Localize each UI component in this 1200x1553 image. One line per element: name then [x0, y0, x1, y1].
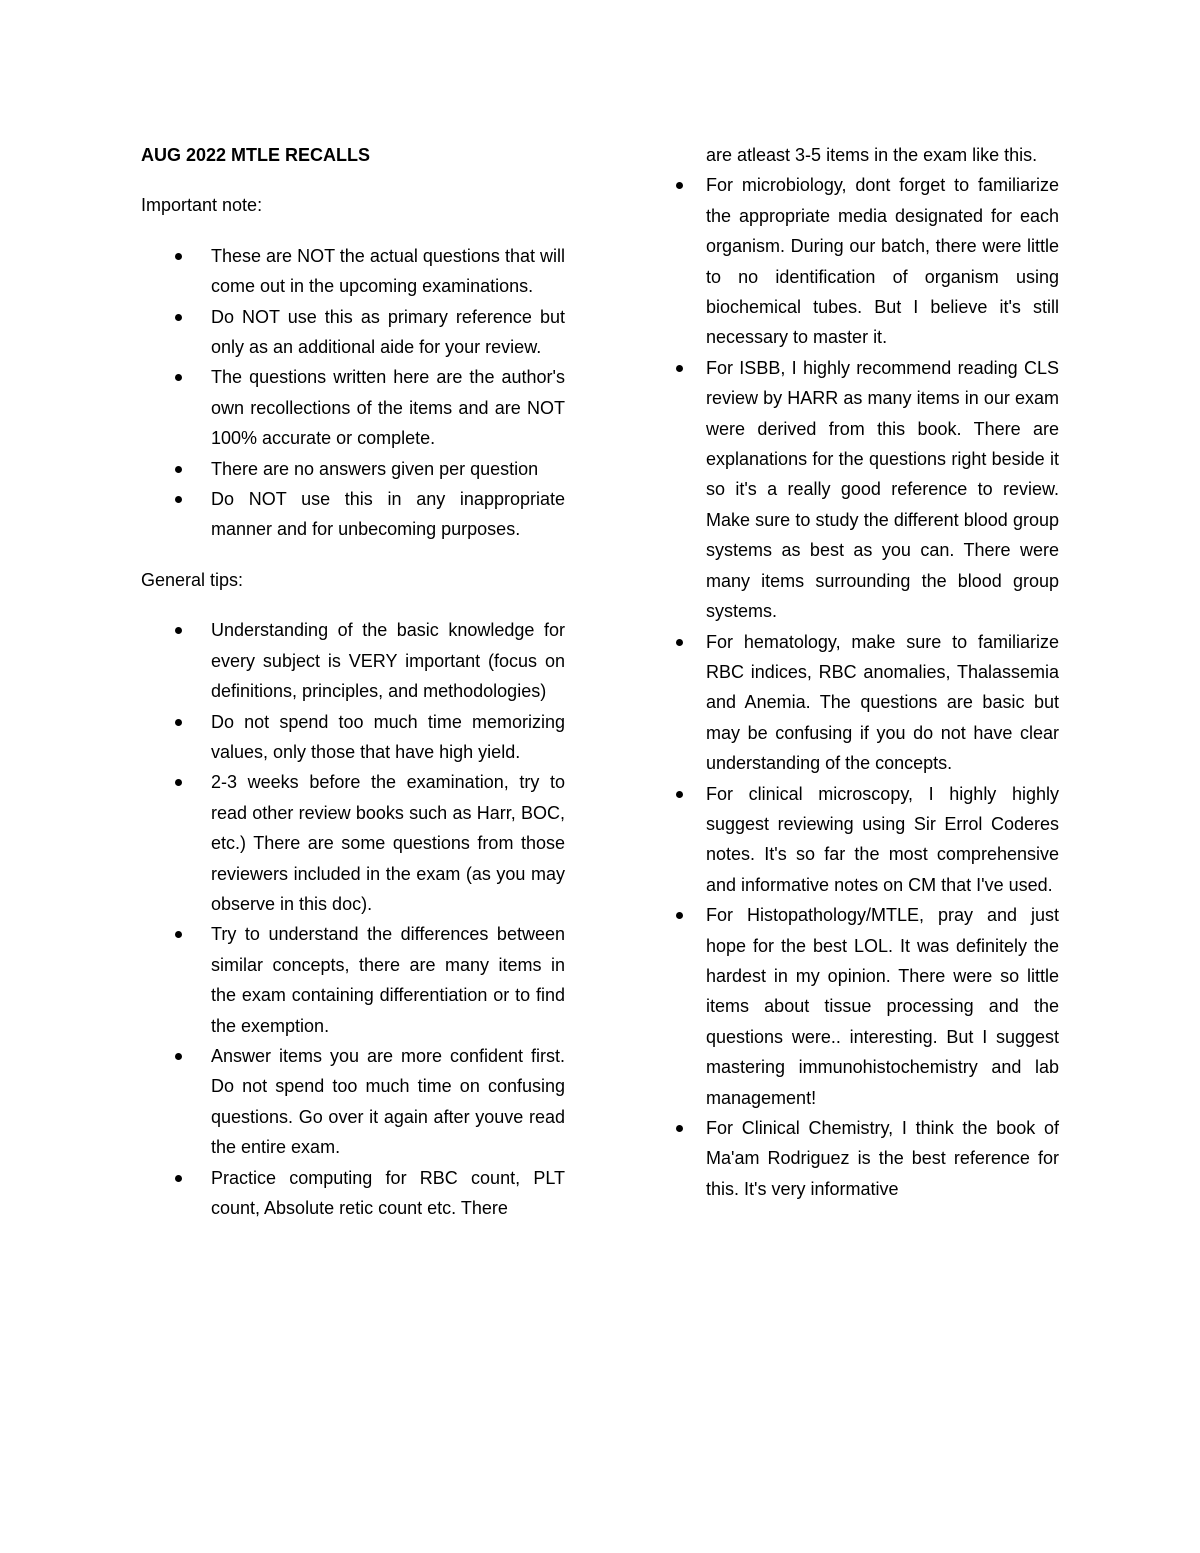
list-item — [141, 484, 565, 545]
list-item-text: Answer items you are more confident first. Do not spend too much time on confusing questions. Go over it again after youve read the entire exam. — [211, 1045, 565, 1158]
bullet-icon — [175, 253, 182, 260]
list-item — [706, 1113, 1059, 1204]
left-column — [141, 140, 565, 1223]
list-item-text: These are NOT the actual questions that will come out in the upcoming examinations. — [211, 245, 565, 297]
continued-paragraph: are atleast 3-5 items in the exam like this. — [706, 145, 1038, 165]
list-item-text: For ISBB, I highly recommend reading CLS review by HARR as many items in our exam were derived from this book. There are explanations for the questions right beside it so it's a really good reference to review. Make sure to study the different blood group systems as best as you can. There were many items surrounding the blood group systems. — [706, 357, 1059, 622]
list-item-text: 2-3 weeks before the examination, try to read other review books such as Harr, BOC, etc.) There are some questions from those reviewers included in the exam (as you may observe in this doc). — [211, 772, 565, 914]
list-item — [141, 767, 565, 919]
important-notes-list — [141, 241, 565, 545]
list-item-text: Understanding of the basic knowledge for every subject is VERY important (focus on definitions, principles, and methodologies) — [211, 620, 565, 702]
general-tips-list-left — [141, 615, 565, 1223]
document-title: AUG 2022 MTLE RECALLS — [141, 145, 371, 165]
bullet-icon — [676, 1125, 683, 1132]
list-item — [141, 919, 565, 1041]
general-tips-list-right — [706, 170, 1059, 1204]
bullet-icon — [175, 374, 182, 381]
list-item — [141, 362, 565, 453]
bullet-icon — [175, 1175, 182, 1182]
list-item-text: For microbiology, dont forget to familiarize the appropriate media designated for each organism. During our batch, there were little to no identification of organism using biochemical tubes. But I believe it's still necessary to master it. — [706, 175, 1059, 348]
list-item — [141, 302, 565, 363]
spacer — [141, 545, 565, 565]
important-note-label: Important note: — [141, 195, 263, 216]
list-item — [141, 454, 565, 484]
bullet-icon — [676, 912, 683, 919]
list-item-text: Practice computing for RBC count, PLT count, Absolute retic count etc. There — [211, 1167, 565, 1218]
list-item-text: For Histopathology/MTLE, pray and just hope for the best LOL. It was definitely the hardest in my opinion. There were so little items about tissue processing and the questions were.. interesting. But I suggest mastering immunohistochemistry and lab management! — [706, 905, 1059, 1108]
list-item-text: For Clinical Chemistry, I think the book of Ma'am Rodriguez is the best reference for this. It's very informative — [706, 1118, 1059, 1199]
bullet-icon — [175, 719, 182, 726]
list-item-text: For hematology, make sure to familiarize RBC indices, RBC anomalies, Thalassemia and Anemia. The questions are basic but may be confusing if you do not have clear understanding of the concepts. — [706, 631, 1059, 774]
list-item — [706, 627, 1059, 779]
list-item — [706, 779, 1059, 901]
bullet-icon — [175, 627, 182, 634]
bullet-icon — [175, 779, 182, 786]
list-item — [141, 1163, 565, 1224]
list-item — [706, 353, 1059, 627]
bullet-icon — [175, 466, 182, 473]
bullet-icon — [175, 931, 182, 938]
list-item-text: Do NOT use this in any inappropriate manner and for unbecoming purposes. — [211, 489, 565, 540]
bullet-icon — [676, 791, 683, 798]
general-tips-label: General tips: — [141, 569, 244, 590]
list-item-text: Try to understand the differences between similar concepts, there are many items in the exam containing differentiation or to find the exemption. — [211, 924, 565, 1036]
bullet-icon — [676, 639, 683, 646]
list-item-text: There are no answers given per question — [211, 458, 539, 479]
list-item-text: For clinical microscopy, I highly highly suggest reviewing using Sir Errol Coderes notes. It's so far the most comprehensive and informative notes on CM that I've used. — [706, 783, 1059, 895]
list-item — [141, 1041, 565, 1163]
right-column — [706, 140, 1059, 1204]
list-item — [141, 707, 565, 768]
bullet-icon — [175, 314, 182, 321]
list-item-text: Do NOT use this as primary reference but only as an additional aide for your review. — [211, 306, 565, 358]
bullet-icon — [175, 496, 182, 503]
list-item — [706, 900, 1059, 1113]
list-item — [141, 241, 565, 302]
list-item — [706, 170, 1059, 352]
bullet-icon — [676, 182, 683, 189]
bullet-icon — [676, 365, 683, 372]
list-item-text: Do not spend too much time memorizing values, only those that have high yield. — [211, 711, 565, 762]
list-item — [141, 615, 565, 706]
list-item-text: The questions written here are the author's own recollections of the items and are NOT 100% accurate or complete. — [211, 367, 565, 449]
bullet-icon — [175, 1053, 182, 1060]
